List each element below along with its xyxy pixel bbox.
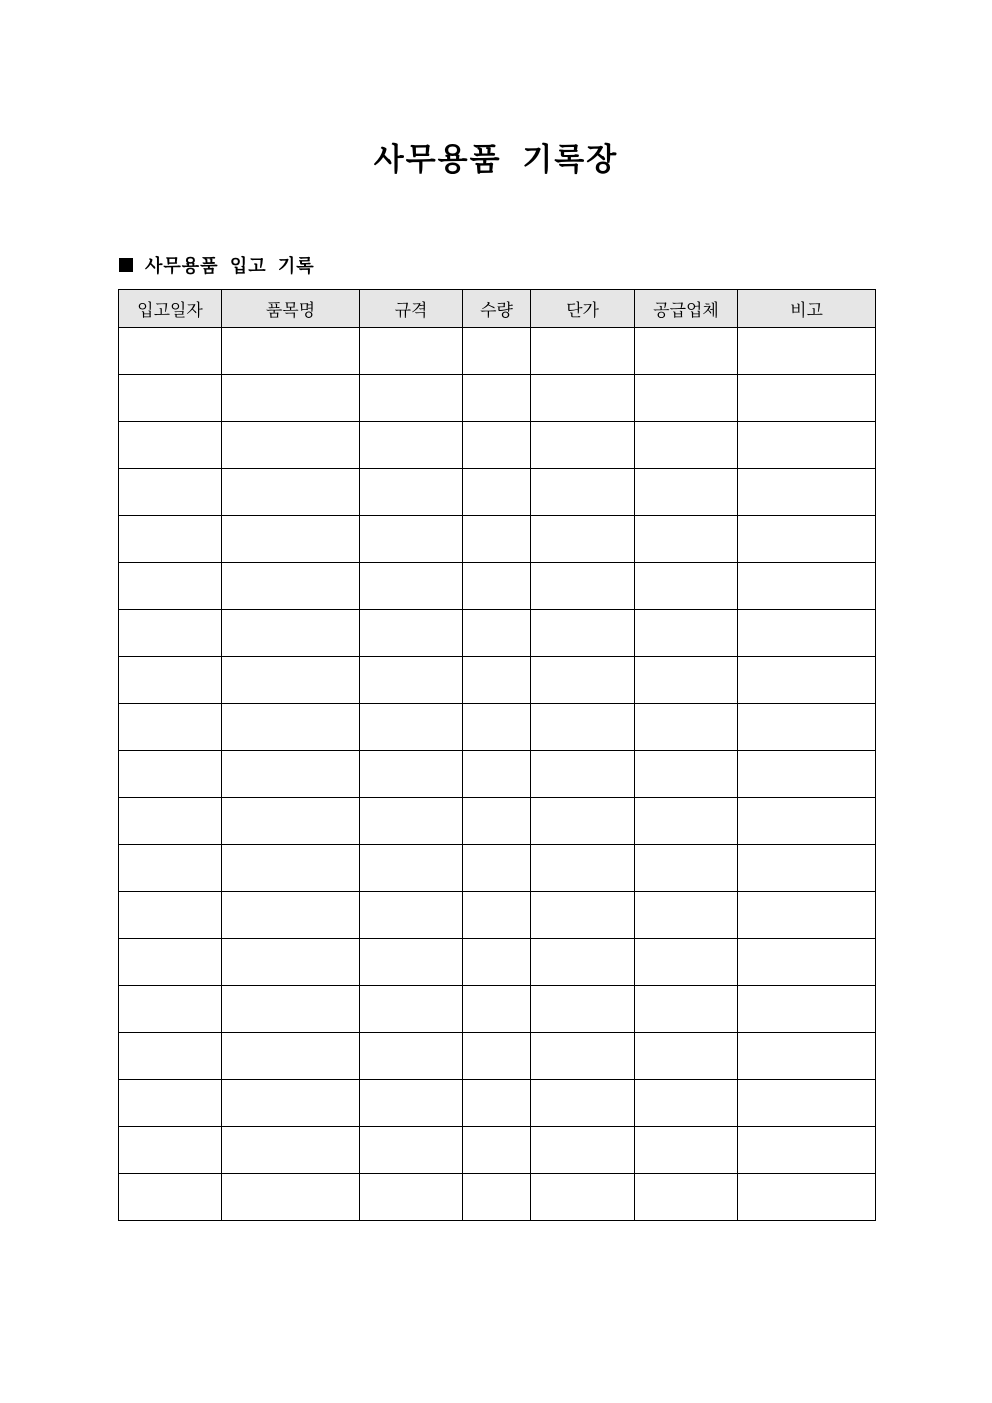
table-cell[interactable] (360, 610, 463, 657)
table-cell[interactable] (119, 1033, 222, 1080)
table-cell[interactable] (222, 751, 360, 798)
table-cell[interactable] (119, 704, 222, 751)
table-cell[interactable] (635, 1033, 738, 1080)
table-cell[interactable] (119, 328, 222, 375)
table-cell[interactable] (463, 563, 531, 610)
table-cell[interactable] (635, 610, 738, 657)
table-cell[interactable] (635, 1174, 738, 1221)
table-cell[interactable] (119, 563, 222, 610)
table-cell[interactable] (531, 563, 635, 610)
table-cell[interactable] (531, 751, 635, 798)
table-cell[interactable] (360, 704, 463, 751)
table-row (119, 751, 876, 798)
table-cell[interactable] (531, 1127, 635, 1174)
column-header-quantity: 수량 (463, 290, 531, 328)
section-heading-label: 사무용품 입고 기록 (145, 256, 315, 277)
column-header-unit-price: 단가 (531, 290, 635, 328)
table-cell[interactable] (531, 422, 635, 469)
table-cell[interactable] (531, 516, 635, 563)
table-cell[interactable] (360, 422, 463, 469)
table-cell[interactable] (463, 469, 531, 516)
table-cell[interactable] (738, 563, 876, 610)
table-cell[interactable] (738, 1174, 876, 1221)
table-row (119, 1080, 876, 1127)
page-title: 사무용품 기록장 (373, 142, 619, 178)
table-cell[interactable] (635, 845, 738, 892)
table-cell[interactable] (222, 986, 360, 1033)
table-cell[interactable] (738, 422, 876, 469)
column-header-specification: 규격 (360, 290, 463, 328)
table-row (119, 939, 876, 986)
table-header-row (119, 290, 876, 328)
table-cell[interactable] (119, 939, 222, 986)
table-row (119, 704, 876, 751)
table-cell[interactable] (463, 939, 531, 986)
table-cell[interactable] (531, 657, 635, 704)
table-cell[interactable] (635, 939, 738, 986)
table-cell[interactable] (463, 1033, 531, 1080)
table-cell[interactable] (360, 1174, 463, 1221)
table-cell[interactable] (531, 939, 635, 986)
table-cell[interactable] (222, 939, 360, 986)
table-row (119, 328, 876, 375)
table-cell[interactable] (635, 375, 738, 422)
table-cell[interactable] (222, 892, 360, 939)
table-cell[interactable] (463, 845, 531, 892)
table-cell[interactable] (360, 657, 463, 704)
table-cell[interactable] (222, 1033, 360, 1080)
table-cell[interactable] (738, 516, 876, 563)
table-row (119, 375, 876, 422)
table-cell[interactable] (738, 1033, 876, 1080)
table-cell[interactable] (360, 1033, 463, 1080)
table-cell[interactable] (635, 563, 738, 610)
table-cell[interactable] (635, 798, 738, 845)
column-header-item-name: 품목명 (222, 290, 360, 328)
table-cell[interactable] (531, 798, 635, 845)
table-cell[interactable] (635, 892, 738, 939)
table-cell[interactable] (463, 892, 531, 939)
table-cell[interactable] (463, 516, 531, 563)
table-cell[interactable] (222, 516, 360, 563)
table-cell[interactable] (738, 1080, 876, 1127)
table-cell[interactable] (360, 469, 463, 516)
table-cell[interactable] (119, 845, 222, 892)
table-cell[interactable] (531, 1174, 635, 1221)
table-cell[interactable] (360, 892, 463, 939)
table-cell[interactable] (635, 1127, 738, 1174)
table-cell[interactable] (119, 798, 222, 845)
table-body (119, 328, 876, 1221)
table-cell[interactable] (463, 657, 531, 704)
table-row (119, 422, 876, 469)
table-cell[interactable] (738, 704, 876, 751)
table-row (119, 1033, 876, 1080)
black-square-icon (119, 258, 133, 272)
table-cell[interactable] (738, 375, 876, 422)
table-cell[interactable] (738, 751, 876, 798)
table-cell[interactable] (119, 375, 222, 422)
table-cell[interactable] (119, 657, 222, 704)
table-cell[interactable] (360, 328, 463, 375)
table-cell[interactable] (119, 1080, 222, 1127)
table-cell[interactable] (531, 469, 635, 516)
table-cell[interactable] (222, 1127, 360, 1174)
table-cell[interactable] (222, 1174, 360, 1221)
table-cell[interactable] (463, 751, 531, 798)
intake-record-table (118, 289, 876, 1221)
table-cell[interactable] (222, 610, 360, 657)
table-cell[interactable] (738, 845, 876, 892)
table-cell[interactable] (531, 845, 635, 892)
table-cell[interactable] (222, 422, 360, 469)
table-cell[interactable] (360, 563, 463, 610)
table-cell[interactable] (222, 845, 360, 892)
table-cell[interactable] (463, 1080, 531, 1127)
table-cell[interactable] (531, 610, 635, 657)
table-cell[interactable] (531, 892, 635, 939)
table-cell[interactable] (738, 657, 876, 704)
table-cell[interactable] (463, 798, 531, 845)
table-cell[interactable] (360, 986, 463, 1033)
table-cell[interactable] (463, 1174, 531, 1221)
table-cell[interactable] (360, 1127, 463, 1174)
table-cell[interactable] (119, 986, 222, 1033)
table-cell[interactable] (635, 328, 738, 375)
table-cell[interactable] (463, 328, 531, 375)
table-cell[interactable] (360, 375, 463, 422)
table-cell[interactable] (738, 610, 876, 657)
table-cell[interactable] (635, 422, 738, 469)
table-row (119, 845, 876, 892)
table-row (119, 1174, 876, 1221)
table-cell[interactable] (119, 610, 222, 657)
table-cell[interactable] (222, 328, 360, 375)
table-cell[interactable] (531, 1080, 635, 1127)
table-cell[interactable] (738, 798, 876, 845)
table-row (119, 563, 876, 610)
table-cell[interactable] (360, 751, 463, 798)
table-row (119, 516, 876, 563)
table-cell[interactable] (119, 1174, 222, 1221)
table-row (119, 469, 876, 516)
table-cell[interactable] (738, 469, 876, 516)
table-cell[interactable] (222, 469, 360, 516)
column-header-remarks: 비고 (738, 290, 876, 328)
table-cell[interactable] (222, 563, 360, 610)
table-cell[interactable] (222, 1080, 360, 1127)
table-cell[interactable] (119, 892, 222, 939)
table-cell[interactable] (360, 516, 463, 563)
table-cell[interactable] (531, 328, 635, 375)
table-row (119, 610, 876, 657)
table-cell[interactable] (119, 516, 222, 563)
table-cell[interactable] (738, 1127, 876, 1174)
table-cell[interactable] (222, 704, 360, 751)
column-header-intake-date: 입고일자 (119, 290, 222, 328)
table-cell[interactable] (119, 1127, 222, 1174)
table-cell[interactable] (119, 751, 222, 798)
table-row (119, 657, 876, 704)
table-cell[interactable] (463, 704, 531, 751)
table-cell[interactable] (360, 845, 463, 892)
table-cell[interactable] (222, 798, 360, 845)
table-cell[interactable] (119, 422, 222, 469)
table-cell[interactable] (738, 939, 876, 986)
table-cell[interactable] (222, 375, 360, 422)
table-cell[interactable] (360, 939, 463, 986)
table-cell[interactable] (635, 751, 738, 798)
table-cell[interactable] (463, 610, 531, 657)
table-cell[interactable] (463, 1127, 531, 1174)
table-cell[interactable] (635, 986, 738, 1033)
table-cell[interactable] (635, 657, 738, 704)
table-cell[interactable] (360, 1080, 463, 1127)
table-cell[interactable] (119, 469, 222, 516)
table-cell[interactable] (738, 328, 876, 375)
table-cell[interactable] (738, 892, 876, 939)
table-cell[interactable] (738, 986, 876, 1033)
table-cell[interactable] (463, 986, 531, 1033)
table-row (119, 1127, 876, 1174)
table-cell[interactable] (463, 375, 531, 422)
section-heading (119, 252, 315, 278)
table-cell[interactable] (531, 986, 635, 1033)
table-cell[interactable] (222, 657, 360, 704)
table-cell[interactable] (531, 704, 635, 751)
table-cell[interactable] (635, 469, 738, 516)
table-cell[interactable] (531, 375, 635, 422)
table-row (119, 798, 876, 845)
table-row (119, 892, 876, 939)
table-cell[interactable] (531, 1033, 635, 1080)
table-cell[interactable] (463, 422, 531, 469)
table-cell[interactable] (360, 798, 463, 845)
column-header-supplier: 공급업체 (635, 290, 738, 328)
table-cell[interactable] (635, 1080, 738, 1127)
table-row (119, 986, 876, 1033)
table-cell[interactable] (635, 704, 738, 751)
table-cell[interactable] (635, 516, 738, 563)
